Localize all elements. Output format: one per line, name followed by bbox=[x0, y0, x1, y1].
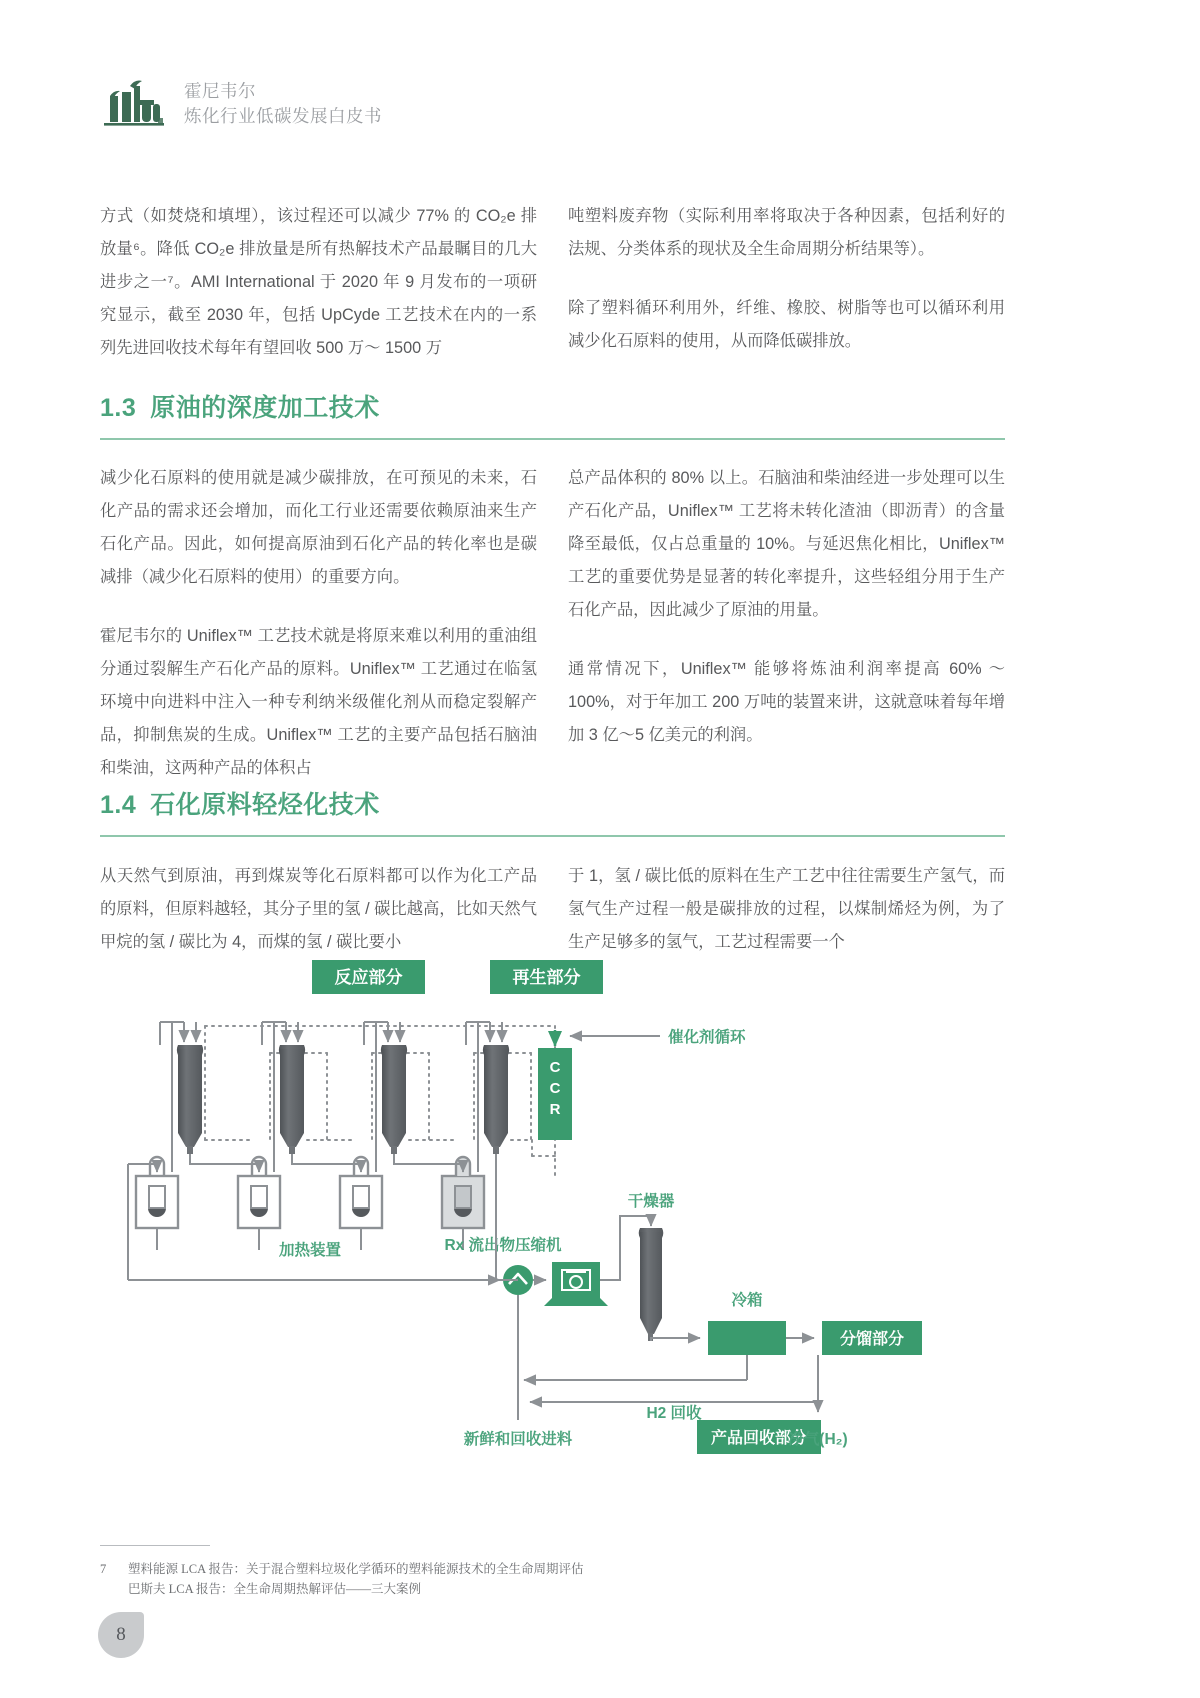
heater-riser-piping bbox=[172, 1022, 478, 1172]
page-number-badge bbox=[98, 1612, 144, 1658]
rx-effluent-compressor bbox=[444, 1235, 562, 1295]
catalyst-cycle-annotation bbox=[570, 1027, 746, 1046]
paragraph: 通常情况下，Uniflex™ 能够将炼油利润率提高 60% ～ 100%，对于年加工 200 万吨的装置来讲，这就意味着每年增加 3 亿～5 亿美元的利润。 bbox=[568, 660, 1005, 744]
section-divider bbox=[100, 835, 1005, 837]
top-right-column bbox=[568, 200, 1005, 358]
brand-subtitle: 炼化行业低碳发展白皮书 bbox=[184, 106, 382, 126]
section-1-3-left-column bbox=[100, 462, 537, 785]
footnote-line: 塑料能源 LCA 报告：关于混合塑料垃圾化学循环的塑料能源技术的全生命周期评估 bbox=[128, 1562, 584, 1576]
brand-text bbox=[184, 79, 382, 130]
svg-text:C: C bbox=[549, 1059, 561, 1076]
brand-name: 霍尼韦尔 bbox=[184, 80, 256, 101]
page-number-text: 8 bbox=[116, 1624, 126, 1645]
paragraph: 减少化石原料的使用就是减少碳排放，在可预见的未来，石化产品的需求还会增加，而化工行业还需要依赖原油来生产石化产品。因此，如何提高原油到石化产品的转化率也是碳减排（减少化石原料的使用）的重要方向。 bbox=[100, 469, 537, 586]
heater-units bbox=[136, 1157, 484, 1259]
process-flow-diagram bbox=[100, 950, 1005, 1470]
diagram-title-box-regeneration bbox=[490, 960, 603, 994]
section-title: 原油的深度加工技术 bbox=[150, 394, 380, 422]
section-1-3-right-column bbox=[568, 462, 1005, 752]
svg-text:加热装置: 加热装置 bbox=[278, 1242, 342, 1259]
dryer-column bbox=[628, 1191, 675, 1341]
svg-text:冷箱: 冷箱 bbox=[731, 1292, 763, 1309]
paragraph: 霍尼韦尔的 Uniflex™ 工艺技术就是将原来难以利用的重油组分通过裂解生产石化产品的原料。Uniflex™ 工艺通过在临氢环境中向进料中注入一种专利纳米级催化剂从而稳定裂解产品，抑制焦炭的生成。Uniflex™ 工艺的主要产品包括石脑油和柴油，这两种产品的体积占 bbox=[100, 627, 537, 777]
section-divider bbox=[100, 438, 1005, 440]
section-1-4-right-column bbox=[568, 860, 1005, 959]
footnote-divider bbox=[100, 1545, 210, 1546]
paragraph: 吨塑料废弃物（实际利用率将取决于各种因素，包括利好的法规、分类体系的现状及全生命周期分析结果等）。 bbox=[568, 207, 1005, 258]
section-number: 1.3 bbox=[100, 394, 137, 422]
svg-text:反应部分: 反应部分 bbox=[334, 968, 403, 987]
compressor-cooler-unit bbox=[544, 1262, 608, 1306]
footnote-line: 巴斯夫 LCA 报告：全生命周期热解评估——三大案例 bbox=[128, 1582, 422, 1596]
svg-text:干燥器: 干燥器 bbox=[627, 1193, 675, 1210]
net-gas-label: 净气(H₂) bbox=[788, 1431, 848, 1448]
section-1-4-left-column bbox=[100, 860, 537, 959]
section-heading-1-4 bbox=[100, 785, 1005, 837]
footnote-number: 7 bbox=[100, 1562, 107, 1576]
top-left-column bbox=[100, 200, 537, 365]
footnote-block bbox=[100, 1545, 800, 1599]
svg-text:C: C bbox=[549, 1080, 561, 1097]
svg-text:分馏部分: 分馏部分 bbox=[839, 1331, 905, 1348]
h2-recovery-label: H2 回收 bbox=[646, 1405, 702, 1422]
svg-text:Rx 流出物压缩机: Rx 流出物压缩机 bbox=[444, 1237, 562, 1254]
paragraph: 总产品体积的 80% 以上。石脑油和柴油经进一步处理可以生产石化产品，Uniflex™ 工艺将未转化渣油（即沥青）的含量降至最低，仅占总重量的 10%。与延迟焦化相比，Uniflex™ 工艺的重要优势是显著的转化率提升，这些轻组分用于生产石化产品，因此减少了原油的用量。 bbox=[568, 469, 1005, 619]
fractionation-box bbox=[822, 1321, 922, 1355]
fresh-feed-label: 新鲜和回收进料 bbox=[463, 1431, 573, 1448]
paragraph: 方式（如焚烧和填埋），该过程还可以减少 77% 的 CO₂e 排放量⁶。降低 CO₂e 排放量是所有热解技术产品最瞩目的几大进步之一⁷。AMI International 于 2020 年 9 月发布的一项研究显示，截至 2030 年，包括 UpCyde 工艺技术在内的一系列先进回收技术每年有望回收 500 万～ 1500 万 bbox=[100, 207, 537, 357]
paragraph: 除了塑料循环利用外，纤维、橡胶、树脂等也可以循环利用减少化石原料的使用，从而降低碳排放。 bbox=[568, 299, 1005, 350]
section-number: 1.4 bbox=[100, 791, 137, 819]
page-header bbox=[100, 78, 382, 130]
refinery-plant-icon bbox=[100, 78, 168, 130]
svg-text:再生部分: 再生部分 bbox=[512, 968, 581, 987]
paragraph: 从天然气到原油，再到煤炭等化石原料都可以作为化工产品的原料，但原料越轻，其分子里的氢 / 碳比越高，比如天然气甲烷的氢 / 碳比为 4，而煤的氢 / 碳比要小 bbox=[100, 867, 537, 951]
cold-box-unit bbox=[708, 1290, 786, 1355]
diagram-title-box-reaction bbox=[312, 960, 425, 994]
svg-text:R: R bbox=[549, 1101, 561, 1118]
section-heading-1-3 bbox=[100, 388, 1005, 440]
svg-text:产品回收部分: 产品回收部分 bbox=[710, 1430, 808, 1447]
paragraph: 于 1，氢 / 碳比低的原料在生产工艺中往往需要生产氢气，而氢气生产过程一般是碳排放的过程，以煤制烯烃为例，为了生产足够多的氢气，工艺过程需要一个 bbox=[568, 867, 1005, 951]
svg-text:催化剂循环: 催化剂循环 bbox=[668, 1029, 746, 1046]
section-title: 石化原料轻烃化技术 bbox=[150, 791, 380, 819]
reactor-vessels bbox=[160, 1022, 509, 1154]
